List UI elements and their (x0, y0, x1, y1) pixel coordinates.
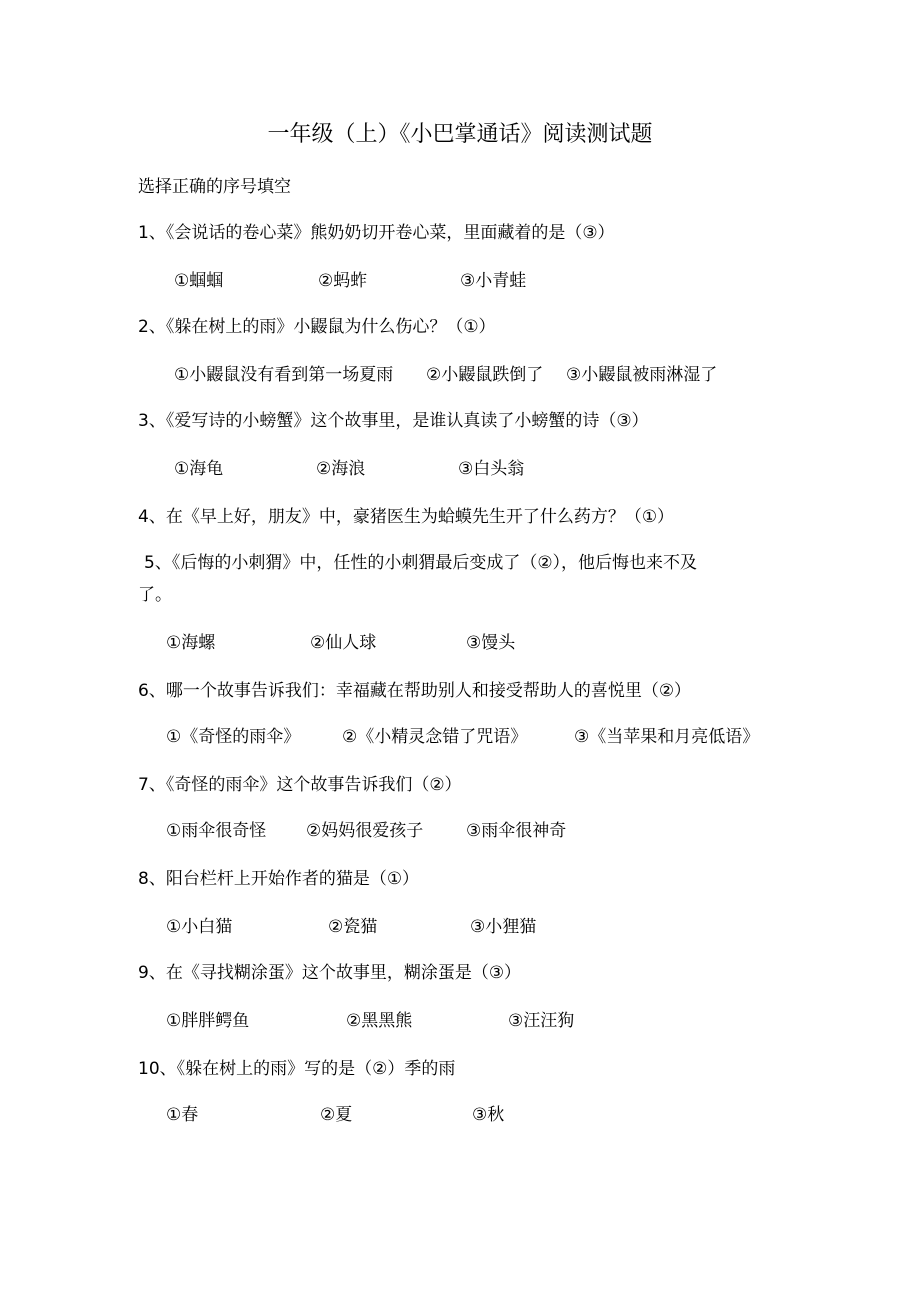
q2-option-1: ①小鼹鼠没有看到第一场夏雨 (174, 365, 394, 385)
q7-option-2: ②妈妈很爱孩子 (306, 821, 424, 841)
q8-option-2: ②瓷猫 (328, 917, 378, 937)
q9-option-2: ②黑黑熊 (346, 1011, 413, 1031)
question-3: 3、《爱写诗的小螃蟹》这个故事里，是谁认真读了小螃蟹的诗（③） (138, 411, 649, 431)
question-7: 7、《奇怪的雨伞》这个故事告诉我们（②） (138, 775, 462, 795)
q10-option-2: ②夏 (320, 1105, 353, 1125)
q6-option-1: ①《奇怪的雨伞》 (166, 727, 301, 747)
q2-option-2: ②小鼹鼠跌倒了 (426, 365, 544, 385)
q8-option-1: ①小白猫 (166, 917, 233, 937)
q7-option-3: ③雨伞很神奇 (466, 821, 567, 841)
question-6: 6、哪一个故事告诉我们：幸福藏在帮助别人和接受帮助人的喜悦里（②） (138, 681, 692, 701)
q5-option-1: ①海螺 (166, 633, 216, 653)
q6-option-3: ③《当苹果和月亮低语》 (574, 727, 760, 747)
q9-option-3: ③汪汪狗 (508, 1011, 575, 1031)
q10-option-3: ③秋 (472, 1105, 505, 1125)
q5-option-2: ②仙人球 (310, 633, 377, 653)
q9-option-1: ①胖胖鳄鱼 (166, 1011, 250, 1031)
q5-option-3: ③馒头 (466, 633, 516, 653)
q3-option-2: ②海浪 (316, 459, 366, 479)
q1-option-3: ③小青蛙 (460, 271, 527, 291)
question-8: 8、阳台栏杆上开始作者的猫是（①） (138, 869, 420, 889)
question-9: 9、在《寻找糊涂蛋》这个故事里，糊涂蛋是（③） (138, 963, 522, 983)
question-10: 10、《躲在树上的雨》写的是（②）季的雨 (138, 1059, 456, 1079)
q1-option-1: ①蝈蝈 (174, 271, 224, 291)
q6-option-2: ②《小精灵念错了咒语》 (342, 727, 528, 747)
question-5-continued: 了。 (138, 585, 172, 605)
q3-option-1: ①海龟 (174, 459, 224, 479)
question-2: 2、《躲在树上的雨》小鼹鼠为什么伤心？（①） (138, 317, 496, 337)
q3-option-3: ③白头翁 (458, 459, 525, 479)
question-5: 5、《后悔的小刺猬》中，任性的小刺猬最后变成了（②），他后悔也来不及 (144, 553, 698, 573)
question-4: 4、在《早上好，朋友》中，豪猪医生为蛤蟆先生开了什么药方？（①） (138, 507, 675, 527)
q7-option-1: ①雨伞很奇怪 (166, 821, 267, 841)
question-1: 1、《会说话的卷心菜》熊奶奶切开卷心菜，里面藏着的是（③） (138, 223, 615, 243)
q8-option-3: ③小狸猫 (470, 917, 537, 937)
q10-option-1: ①春 (166, 1105, 199, 1125)
instruction: 选择正确的序号填空 (138, 177, 291, 197)
page-title: 一年级（上）《小巴掌通话》阅读测试题 (267, 122, 653, 147)
q1-option-2: ②蚂蚱 (318, 271, 368, 291)
q2-option-3: ③小鼹鼠被雨淋湿了 (566, 365, 718, 385)
